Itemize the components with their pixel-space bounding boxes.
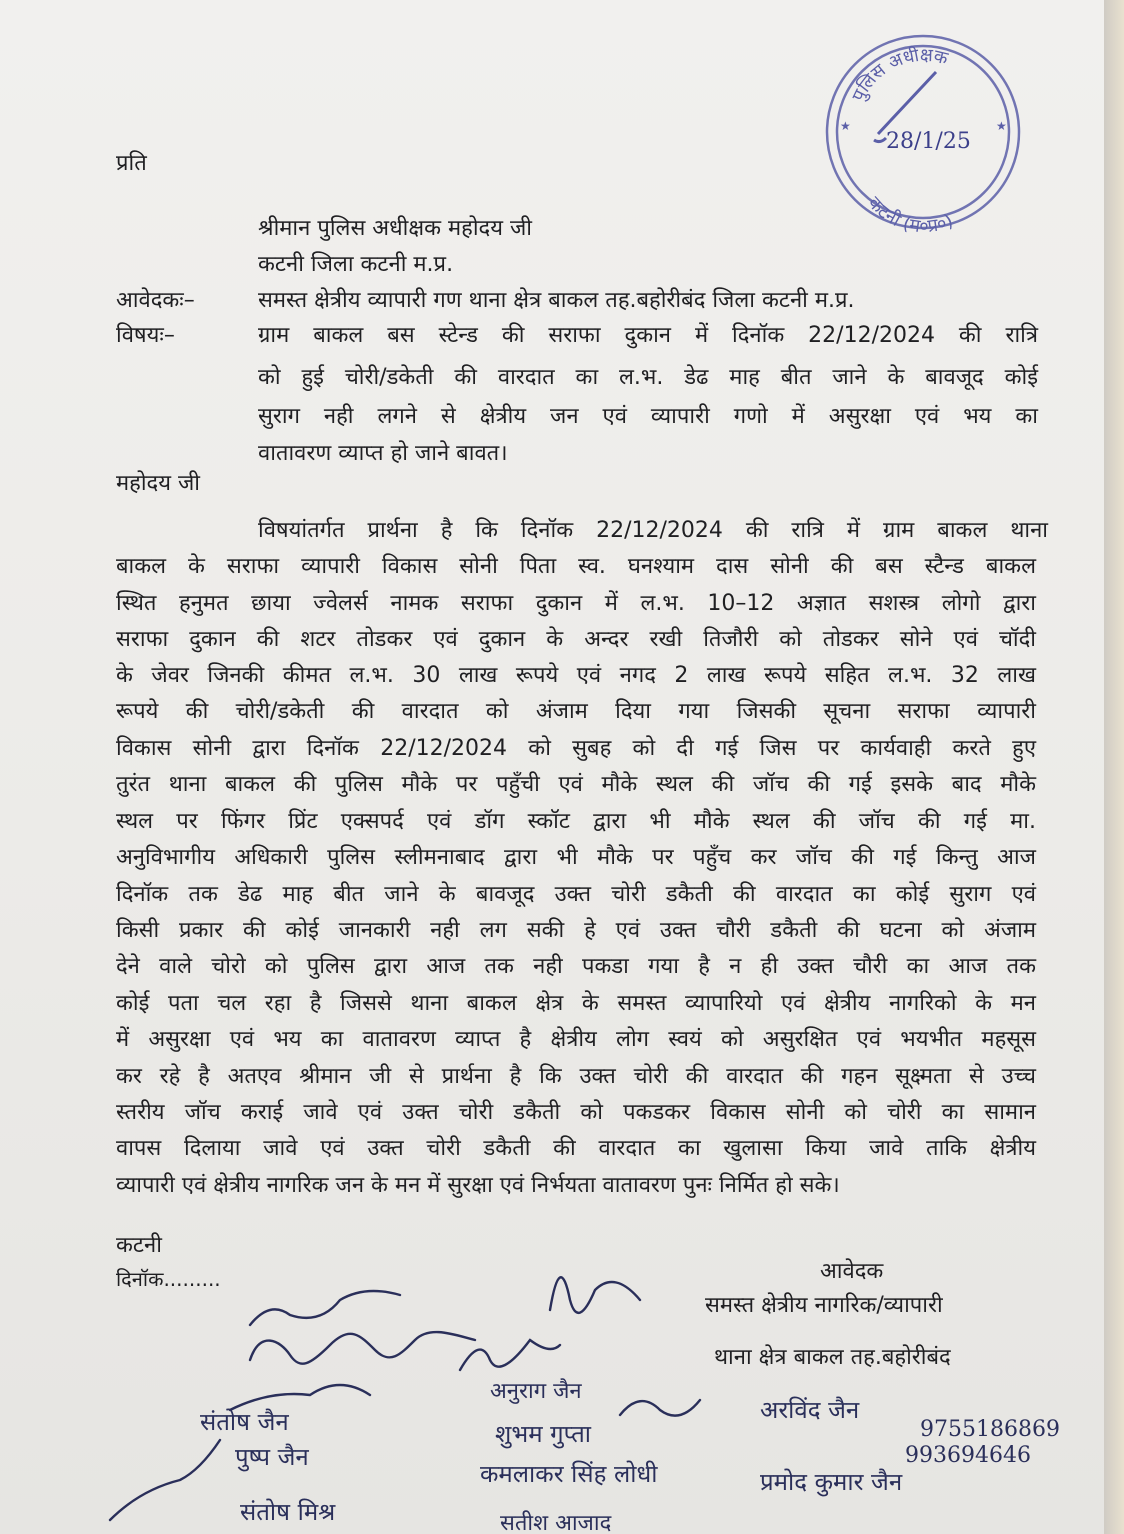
signature-name: संतोष मिश्र bbox=[240, 1498, 336, 1526]
stamp-bottom-text: कटनी (म०प्र०) bbox=[863, 192, 957, 238]
body-line: कर रहे है अतएव श्रीमान जी से प्रार्थना है कि उक्त चोरी की वारदात की गहन सूक्ष्मता से उच्च bbox=[116, 1064, 1036, 1089]
stamp-date: 28/1/25 bbox=[886, 129, 971, 154]
signature-name: अरविंद जैन bbox=[760, 1396, 860, 1424]
body-line: तुरंत थाना बाकल की पुलिस मौके पर पहुँची एवं मौके स्थल की जॉच की गई इसके बाद मौके bbox=[116, 772, 1036, 797]
body-line: स्थित हनुमत छाया ज्वेलर्स नामक सराफा दुकान में ल.भ. 10–12 अज्ञात सशस्त्र लोगो द्वारा bbox=[116, 591, 1036, 616]
body-line: सराफा दुकान की शटर तोडकर एवं दुकान के अन्दर रखी तिजौरी को तोडकर सोने एवं चॉदी bbox=[116, 627, 1036, 652]
signature-phone: 9755186869 bbox=[920, 1417, 1060, 1442]
place: कटनी bbox=[116, 1233, 162, 1258]
body-line: विषयांतर्गत प्रार्थना है कि दिनॉक 22/12/2024 की रात्रि में ग्राम बाकल थाना bbox=[258, 518, 1048, 543]
subject-line: को हुई चोरी/डकेती की वारदात का ल.भ. डेढ माह बीत जाने के बावजूद कोई bbox=[258, 365, 1038, 390]
body-line: स्थल पर फिंगर प्रिंट एक्सपर्द एवं डॉग स्कॉट द्वारा भी मौके स्थल की जॉच की गई मा. bbox=[116, 809, 1036, 834]
applicant-label: आवेदकः– bbox=[116, 288, 195, 313]
paper-edge bbox=[1104, 0, 1124, 1534]
stamp-star-icon: ★ bbox=[996, 119, 1007, 133]
subject-label: विषयः– bbox=[116, 323, 175, 348]
signature-name: प्रमोद कुमार जैन bbox=[760, 1468, 903, 1496]
body-line: कोई पता चल रहा है जिससे थाना बाकल क्षेत्र के समस्त व्यापारियो एवं क्षेत्रीय नागरिको के मन bbox=[116, 991, 1036, 1016]
date-label: दिनॉक......... bbox=[116, 1267, 221, 1291]
body-line: व्यापारी एवं क्षेत्रीय नागरिक जन के मन में सुरक्षा एवं निर्भयता वातावरण पुनः निर्मित हो सके। bbox=[116, 1173, 840, 1198]
stamp-top-text: पुलिस अधीक्षक bbox=[848, 44, 950, 105]
closing-line: समस्त क्षेत्रीय नागरिक/व्यापारी bbox=[705, 1293, 943, 1318]
salutation: महोदय जी bbox=[116, 471, 200, 496]
signature-block bbox=[80, 1240, 1110, 1534]
signature-name: अनुराग जैन bbox=[490, 1379, 582, 1404]
closing-line: थाना क्षेत्र बाकल तह.बहोरीबंद bbox=[714, 1345, 951, 1370]
addressee-prefix: प्रति bbox=[116, 151, 147, 176]
office-stamp bbox=[818, 22, 1028, 242]
body-line: विकास सोनी द्वारा दिनॉक 22/12/2024 को सुबह को दी गई जिस पर कार्यवाही करते हुए bbox=[116, 736, 1036, 761]
body-line: अनुविभागीय अधिकारी पुलिस स्लीमनाबाद द्वारा भी मौके पर पहुँच कर जॉच की गई किन्तु आज bbox=[116, 845, 1036, 870]
subject-line: ग्राम बाकल बस स्टेन्ड की सराफा दुकान में दिनॉक 22/12/2024 की रात्रि bbox=[258, 323, 1038, 348]
closing-label: आवेदक bbox=[820, 1259, 884, 1284]
body-line: दिनॉक तक डेढ माह बीत जाने के बावजूद उक्त चोरी डकैती की वारदात का कोई सुराग एवं bbox=[116, 882, 1036, 907]
applicant-text: समस्त क्षेत्रीय व्यापारी गण थाना क्षेत्र बाकल तह.बहोरीबंद जिला कटनी म.प्र. bbox=[258, 288, 855, 313]
recipient-address: कटनी जिला कटनी म.प्र. bbox=[258, 252, 454, 277]
body-line: के जेवर जिनकी कीमत ल.भ. 30 लाख रूपये एवं नगद 2 लाख रूपये सहित ल.भ. 32 लाख bbox=[116, 663, 1036, 688]
signature-name: कमलाकर सिंह लोधी bbox=[480, 1460, 658, 1488]
body-line: देने वाले चोरो को पुलिस द्वारा आज तक नही पकडा गया है न ही उक्त चौरी का आज तक bbox=[116, 954, 1036, 979]
signature-name: सतीश आजाद bbox=[500, 1511, 612, 1534]
body-line: किसी प्रकार की कोई जानकारी नही लग सकी हे एवं उक्त चौरी डकैती की घटना को अंजाम bbox=[116, 918, 1036, 943]
subject-line: सुराग नही लगने से क्षेत्रीय जन एवं व्यापारी गणो में असुरक्षा एवं भय का bbox=[258, 404, 1038, 429]
body-line: बाकल के सराफा व्यापारी विकास सोनी पिता स्व. घनश्याम दास सोनी की बस स्टैन्ड बाकल bbox=[116, 554, 1036, 579]
signature-name: शुभम गुप्ता bbox=[495, 1420, 591, 1448]
subject-line: वातावरण व्याप्त हो जाने बावत। bbox=[258, 441, 508, 466]
body-line: रूपये की चोरी/डकेती की वारदात को अंजाम दिया गया जिसकी सूचना सराफा व्यापारी bbox=[116, 699, 1036, 724]
body-line: स्तरीय जॉच कराई जावे एवं उक्त चोरी डकैती को पकडकर विकास सोनी को चोरी का सामान bbox=[116, 1100, 1036, 1125]
stamp-star-icon: ★ bbox=[840, 119, 851, 133]
signature-name: पुष्प जैन bbox=[235, 1443, 309, 1471]
body-line: में असुरक्षा एवं भय का वातावरण व्याप्त है क्षेत्रीय लोग स्वयं को असुरक्षित एवं भयभीत महसूस bbox=[116, 1027, 1036, 1052]
signature-phone: 993694646 bbox=[905, 1443, 1031, 1468]
body-line: वापस दिलाया जावे एवं उक्त चोरी डकैती की वारदात का खुलासा किया जावे ताकि क्षेत्रीय bbox=[116, 1136, 1036, 1161]
recipient-title: श्रीमान पुलिस अधीक्षक महोदय जी bbox=[258, 216, 532, 241]
signature-name: संतोष जैन bbox=[200, 1408, 289, 1436]
